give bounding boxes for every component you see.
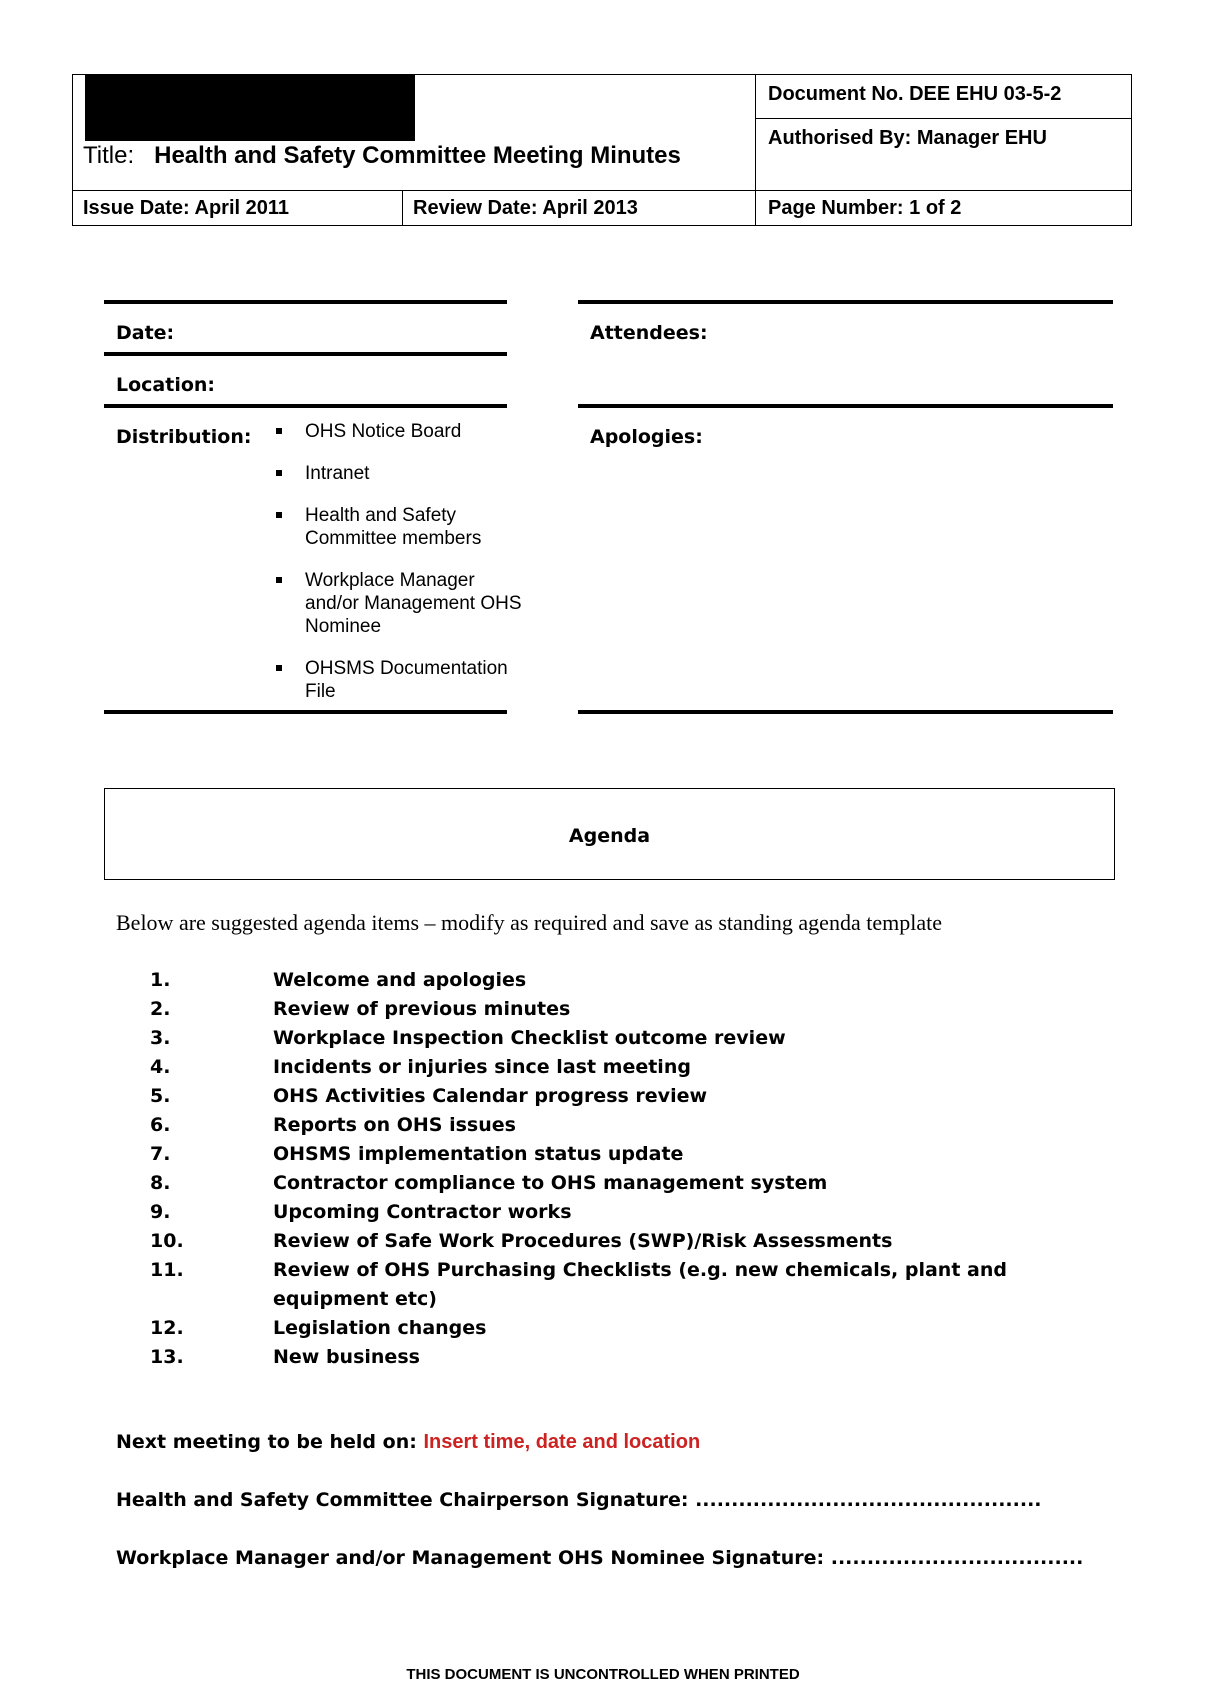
next-meeting-placeholder[interactable]: Insert time, date and location xyxy=(423,1431,701,1453)
bullet-icon xyxy=(276,428,282,434)
next-meeting-label: Next meeting to be held on: xyxy=(116,1431,424,1453)
bullet-icon xyxy=(276,470,282,476)
agenda-item: 2. Review of previous minutes xyxy=(150,998,571,1020)
manager-signature: Workplace Manager and/or Management OHS Nominee Signature: ................................... xyxy=(116,1547,1084,1569)
list-item: OHS Notice Board xyxy=(276,420,526,443)
agenda-item: 8. Contractor compliance to OHS management system xyxy=(150,1172,828,1194)
review-date: Review Date: April 2013 xyxy=(403,191,756,225)
document-header xyxy=(72,74,1132,226)
footer-notice: THIS DOCUMENT IS UNCONTROLLED WHEN PRINTED xyxy=(406,1666,800,1683)
bullet-icon xyxy=(276,577,282,583)
authorised-by: Authorised By: Manager EHU xyxy=(756,119,1132,191)
agenda-list xyxy=(150,966,1110,1372)
distribution-label: Distribution: xyxy=(116,426,252,448)
document-number: Document No. DEE EHU 03-5-2 xyxy=(756,75,1132,119)
agenda-item: 11. Review of OHS Purchasing Checklists (e.g. new chemicals, plant and equipment etc) xyxy=(150,1259,1007,1310)
agenda-intro: Below are suggested agenda items – modify as required and save as standing agenda template xyxy=(116,910,942,935)
apologies-label: Apologies: xyxy=(590,426,703,448)
title-label: Title: xyxy=(83,142,135,169)
next-meeting xyxy=(116,1431,700,1454)
agenda-item: 3. Workplace Inspection Checklist outcome review xyxy=(150,1027,786,1049)
agenda-item: 6. Reports on OHS issues xyxy=(150,1114,516,1136)
list-item: Intranet xyxy=(276,462,526,485)
agenda-box xyxy=(104,788,1115,880)
agenda-item: 9. Upcoming Contractor works xyxy=(150,1201,572,1223)
bullet-icon xyxy=(276,665,282,671)
chairperson-signature: Health and Safety Committee Chairperson Signature: ................................................ xyxy=(116,1489,1042,1511)
header-title-cell xyxy=(73,75,756,191)
issue-date: Issue Date: April 2011 xyxy=(73,191,403,225)
agenda-item: 10. Review of Safe Work Procedures (SWP)/Risk Assessments xyxy=(150,1230,893,1252)
agenda-item: 7. OHSMS implementation status update xyxy=(150,1143,684,1165)
agenda-item: 4. Incidents or injuries since last meeting xyxy=(150,1056,691,1078)
divider xyxy=(578,404,1113,408)
agenda-item: 5. OHS Activities Calendar progress review xyxy=(150,1085,708,1107)
title-text: Health and Safety Committee Meeting Minutes xyxy=(154,142,681,169)
divider xyxy=(578,710,1113,714)
divider xyxy=(104,404,507,408)
agenda-item: 1. Welcome and apologies xyxy=(150,969,527,991)
page-number: Page Number: 1 of 2 xyxy=(768,197,962,219)
divider xyxy=(578,300,1113,304)
list-item: OHSMS Documentation File xyxy=(276,657,526,703)
redacted-logo xyxy=(85,75,415,141)
divider xyxy=(104,300,507,304)
agenda-item: 12. Legislation changes xyxy=(150,1317,487,1339)
agenda-title: Agenda xyxy=(568,825,651,847)
location-label: Location: xyxy=(116,374,216,396)
bullet-icon xyxy=(276,512,282,518)
date-label: Date: xyxy=(116,322,175,344)
attendees-label: Attendees: xyxy=(590,322,708,344)
document-title xyxy=(83,142,681,170)
agenda-item: 13. New business xyxy=(150,1346,420,1368)
distribution-list xyxy=(276,420,526,722)
list-item: Health and Safety Committee members xyxy=(276,504,526,550)
divider xyxy=(104,352,507,356)
list-item: Workplace Manager and/or Management OHS Nominee xyxy=(276,569,526,638)
